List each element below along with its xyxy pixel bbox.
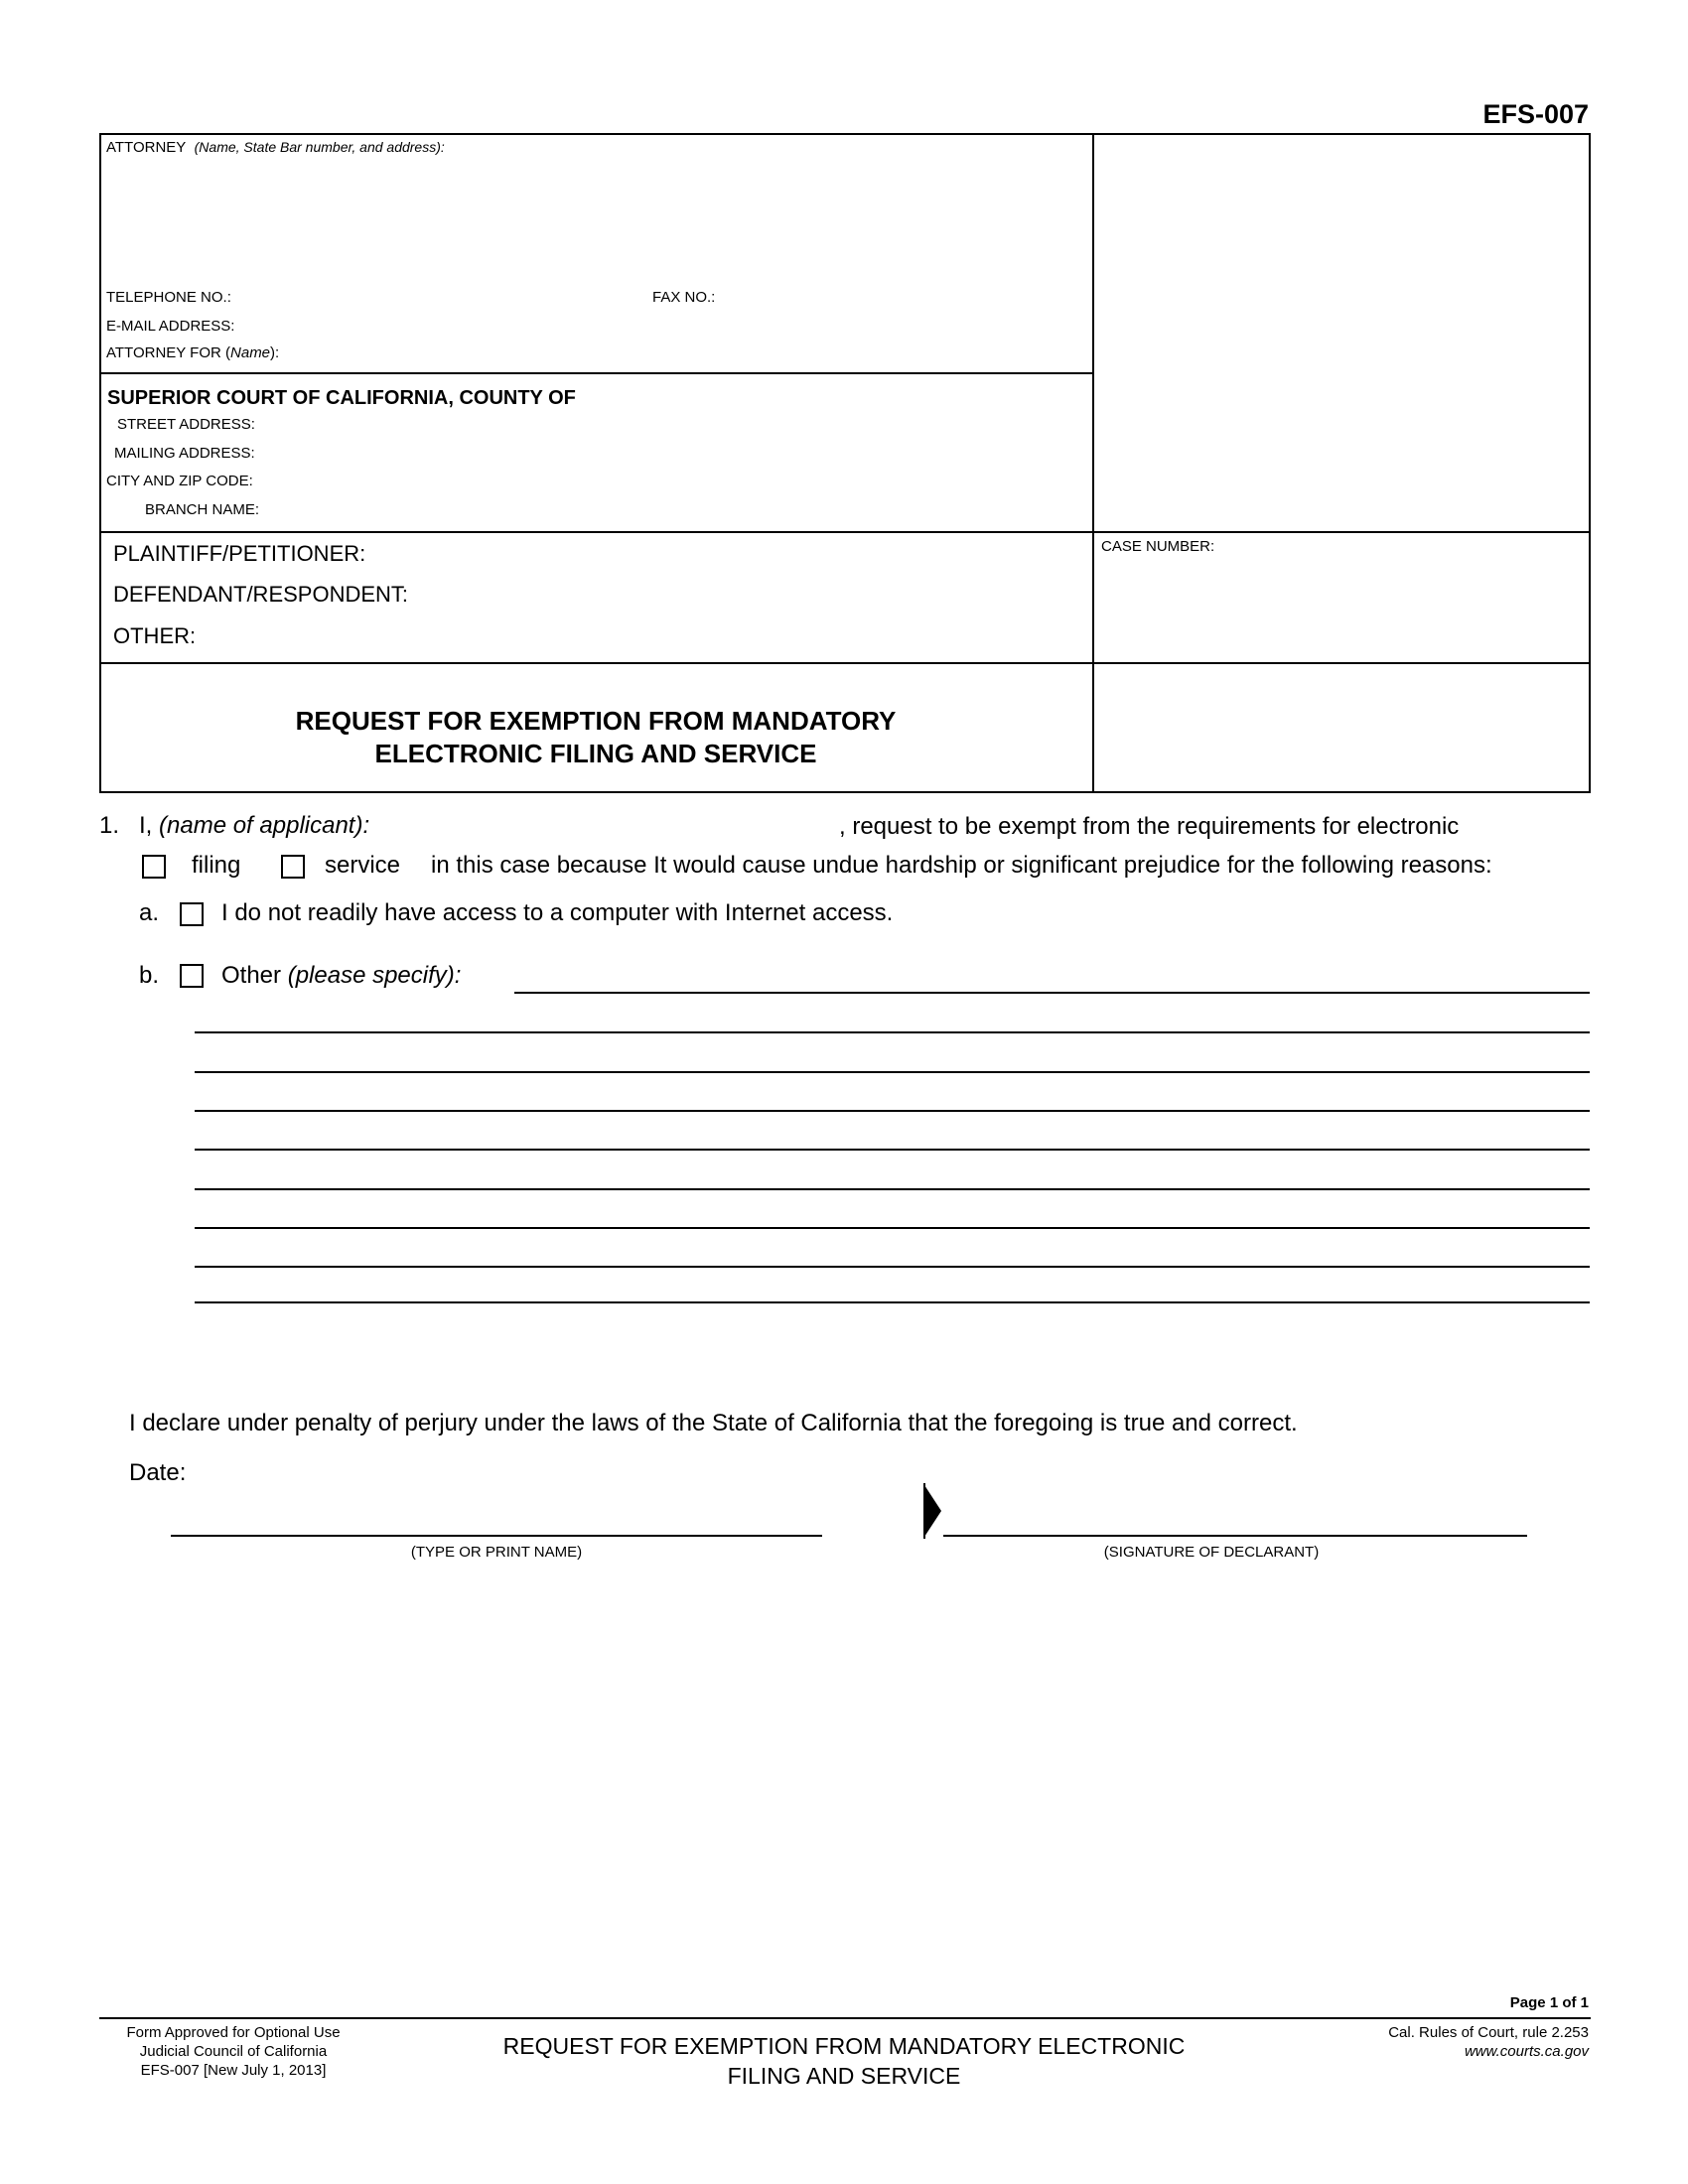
attorney-label: ATTORNEY (Name, State Bar number, and address): (106, 139, 445, 156)
footer-title: REQUEST FOR EXEMPTION FROM MANDATORY ELECTRONIC FILING AND SERVICE (502, 2033, 1186, 2089)
courts-website-link[interactable]: www.courts.ca.gov (1464, 2043, 1589, 2060)
court-title: SUPERIOR COURT OF CALIFORNIA, COUNTY OF (107, 387, 576, 409)
footer-rule (99, 2017, 1591, 2019)
footer-approval: Form Approved for Optional Use Judicial Council of California EFS-007 [New July 1, 2013] (126, 2024, 341, 2079)
signature-arrow-icon (923, 1483, 943, 1539)
print-name-label: (TYPE OR PRINT NAME) (410, 1544, 583, 1561)
form-title: REQUEST FOR EXEMPTION FROM MANDATORY ELECTRONIC FILING AND SERVICE (295, 706, 897, 768)
date-label: Date: (129, 1459, 187, 1486)
option-a-text: I do not readily have access to a computer with Internet access. (221, 899, 894, 926)
no-internet-checkbox[interactable] (180, 902, 204, 926)
applicant-label: I, (name of applicant): (139, 812, 370, 839)
plaintiff-label: PLAINTIFF/PETITIONER: (113, 541, 366, 566)
request-text: , request to be exempt from the requirements for electronic (839, 813, 1460, 840)
street-address-label: STREET ADDRESS: (117, 416, 255, 433)
option-a-letter: a. (139, 899, 160, 926)
footer-rules: Cal. Rules of Court, rule 2.253 www.courts.ca.gov (1388, 2024, 1589, 2060)
service-checkbox[interactable] (281, 855, 305, 879)
filing-checkbox[interactable] (142, 855, 166, 879)
email-label: E-MAIL ADDRESS: (106, 318, 235, 335)
option-b-letter: b. (139, 962, 160, 989)
option-b-label: Other (please specify): (221, 962, 462, 989)
other-reason-checkbox[interactable] (180, 964, 204, 988)
declaration-text: I declare under penalty of perjury under the laws of the State of California that the foregoing is true and correct. (129, 1410, 1298, 1436)
other-label: OTHER: (113, 623, 197, 648)
mailing-address-label: MAILING ADDRESS: (114, 445, 255, 462)
print-name-line[interactable] (171, 1535, 822, 1537)
branch-name-label: BRANCH NAME: (145, 501, 260, 518)
signature-label: (SIGNATURE OF DECLARANT) (1103, 1544, 1320, 1561)
filing-label: filing (192, 852, 241, 879)
reason-text: in this case because It would cause undue hardship or significant prejudice for the following reasons: (431, 852, 1492, 879)
service-label: service (325, 852, 401, 879)
telephone-label: TELEPHONE NO.: (106, 289, 231, 306)
city-zip-label: CITY AND ZIP CODE: (106, 473, 253, 489)
case-number-label: CASE NUMBER: (1101, 538, 1215, 555)
fax-label: FAX NO.: (652, 289, 716, 306)
item-1-number: 1. (99, 812, 120, 839)
signature-line[interactable] (943, 1535, 1527, 1537)
form-id: EFS-007 (1482, 99, 1589, 129)
attorney-for-label: ATTORNEY FOR (Name): (106, 344, 280, 361)
page-number: Page 1 of 1 (1509, 1994, 1589, 2011)
defendant-label: DEFENDANT/RESPONDENT: (113, 582, 409, 607)
